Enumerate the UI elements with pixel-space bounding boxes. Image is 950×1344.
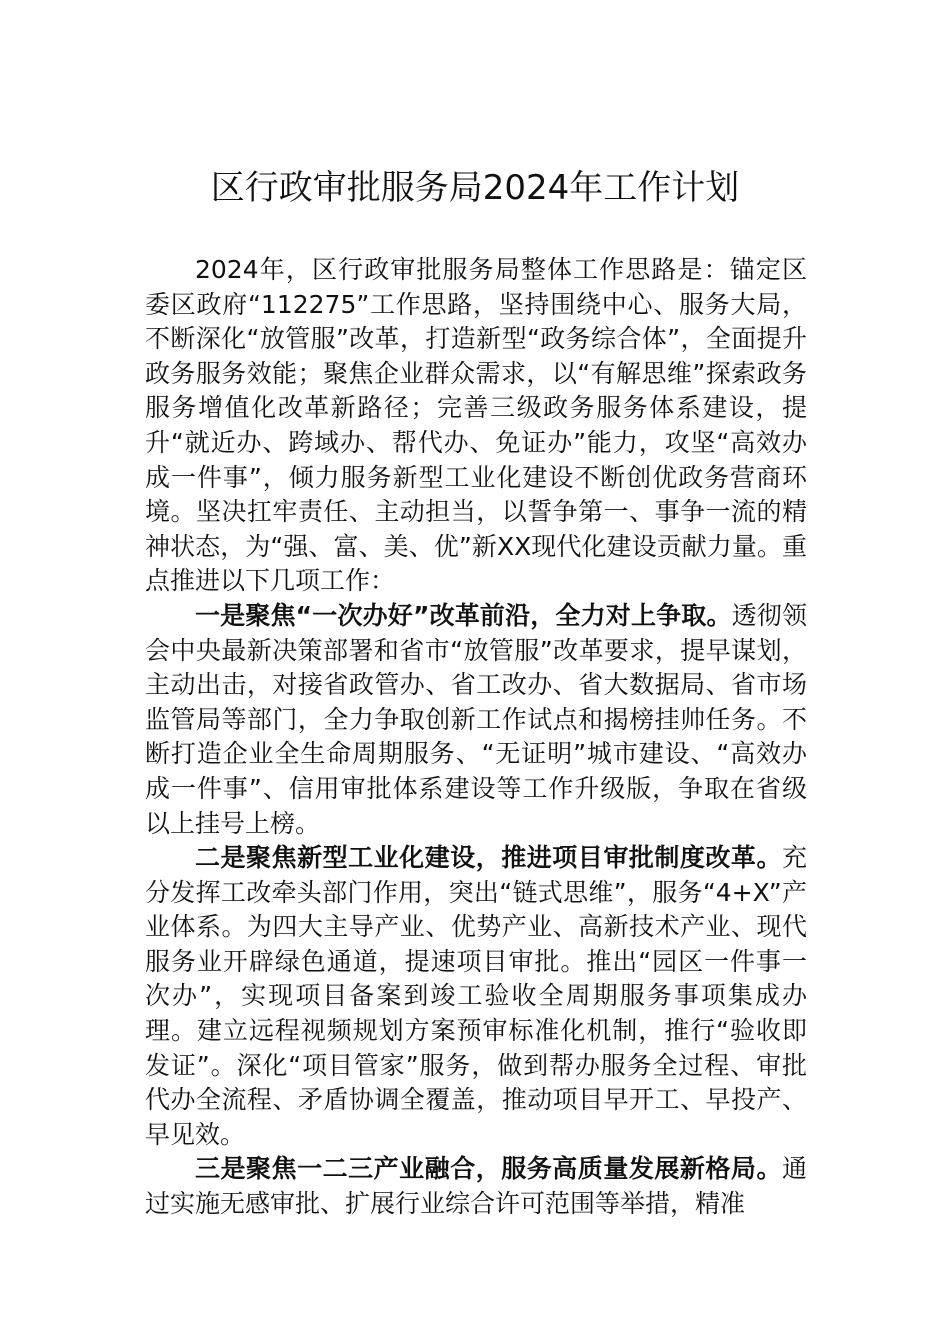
paragraph-text: 通过实施无感审批、扩展行业综合许可范围等举措，精准: [145, 1154, 807, 1219]
paragraph-item-3: [145, 1152, 807, 1221]
paragraph-lead: 一是聚焦“一次办好”改革前沿，全力对上争取。: [195, 600, 732, 630]
paragraph-text: 透彻领会中央最新决策部署和省市“放管服”改革要求，提早谋划，主动出击，对接省政管办、省工改办、省大数据局、省市场监管局等部门，全力争取创新工作试点和揭榜挂帅任务。不断打造企业全生命周期服务、“无证明”城市建设、“高效办成一件事”、信用审批体系建设等工作升级版，争取在省级以上挂号上榜。: [145, 600, 807, 838]
paragraph-item-1: [145, 599, 807, 841]
paragraph-lead: 三是聚焦一二三产业融合，服务高质量发展新格局。: [195, 1154, 782, 1184]
paragraph-text: 充分发挥工改牵头部门作用，突出“链式思维”，服务“4+X”产业体系。为四大主导产业、优势产业、高新技术产业、现代服务业开辟绿色通道，提速项目审批。推出“园区一件事一次办”，实现项目备案到竣工验收全周期服务事项集成办理。建立远程视频规划方案预审标准化机制，推行“验收即发证”。深化“项目管家”服务，做到帮办服务全过程、审批代办全流程、矛盾协调全覆盖，推动项目早开工、早投产、早见效。: [145, 843, 807, 1149]
paragraph-intro: [145, 253, 807, 599]
document-body: [145, 253, 807, 1222]
document-title: 区行政审批服务局2024年工作计划: [210, 168, 740, 208]
paragraph-item-2: [145, 841, 807, 1152]
paragraph-lead: 二是聚焦新型工业化建设，推进项目审批制度改革。: [195, 843, 782, 873]
paragraph-text: 2024年，区行政审批服务局整体工作思路是：锚定区委区政府“112275”工作思路，坚持围绕中心、服务大局，不断深化“放管服”改革，打造新型“政务综合体”，全面提升政务服务效能；聚焦企业群众需求，以“有解思维”探索政务服务增值化改革新路径；完善三级政务服务体系建设，提升“就近办、跨域办、帮代办、免证办”能力，攻坚“高效办成一件事”，倾力服务新型工业化建设不断创优政务营商环境。坚决扛牢责任、主动担当，以誓争第一、事争一流的精神状态，为“强、富、美、优”新XX现代化建设贡献力量。重点推进以下几项工作：: [145, 255, 807, 596]
